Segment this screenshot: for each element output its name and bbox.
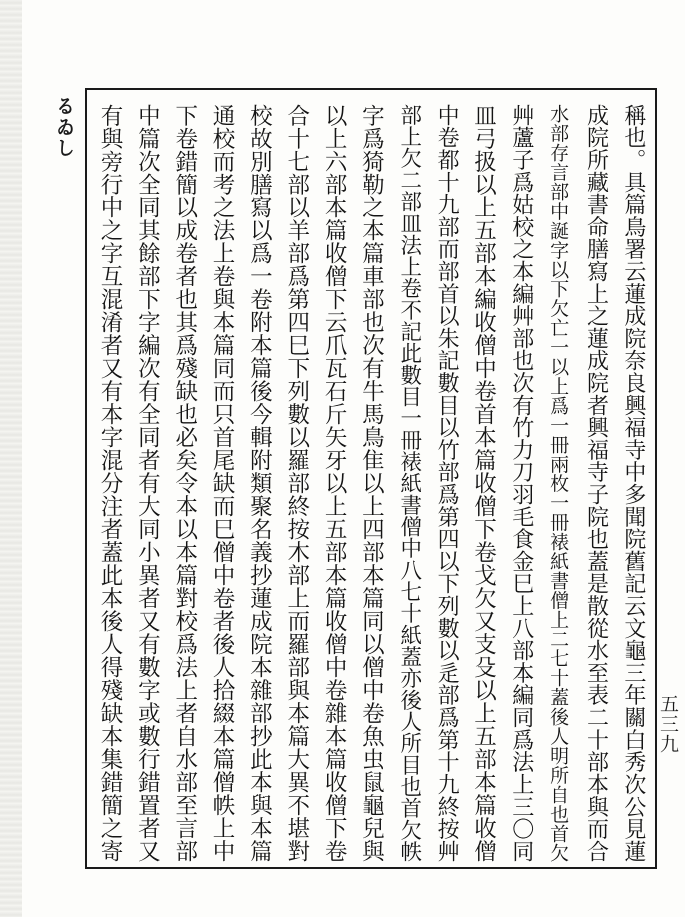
text-column: 水部存言部中誕字以下欠亡一以上爲一冊兩枚一冊裱紙書僧上二七十蓋後人明所自也首欠: [547, 104, 570, 862]
text-column: 以上六部本篇收僧下云爪瓦石斤矢牙以上五部本篇收僧中卷雜本篇收僧下卷: [321, 104, 348, 862]
page-number: 五三九: [657, 694, 679, 754]
text-column: 有與旁行中之字互混淆者又有本字混分注者蓋此本後人得殘缺本集錯簡之寄: [97, 104, 123, 862]
text-column: 稱也。具篇鳥署云蓮成院奈良興福寺中多聞院舊記云文龜三年關白秀次公見蓮: [620, 104, 646, 862]
text-column: 艸蘆子爲姑校之本編艸部也次有竹力刀羽毛食金巳上八部本編同爲法上三〇同: [508, 104, 534, 862]
text-column: 成院所藏書命膳寫上之蓮成院者興福寺子院也蓋是散從水至表二十部本與而合: [583, 104, 609, 862]
text-column: 中篇次全同其餘部下字編次有全同者有大同小異者又有數字或數行錯置者又: [134, 104, 161, 862]
margin-annotation: るゐし: [53, 96, 75, 159]
text-column: 下卷錯簡以成卷者也其爲殘缺也必矣令本以本篇對校爲法上者自水部至言部: [171, 104, 198, 862]
text-column: 皿弓扱以上五部本編收僧中卷首本篇收僧下卷戈欠又支殳以上五部本篇收僧: [470, 104, 497, 862]
vertical-text-block: [94, 104, 649, 862]
text-column: 中卷都十九部而部首以朱記數目以竹部爲第四以下列數以辵部爲第十九終按艸: [434, 104, 460, 862]
text-column: 通校而考之法上卷與本篇同而只首尾缺而巳僧中卷者後人拾綴本篇僧帙上中: [209, 104, 236, 862]
text-column: 合十七部以羊部爲第四巳下列數以羅部終按木部上而羅部與本篇大異不堪對: [283, 104, 310, 862]
text-column: 部上欠二部皿法上卷不記此數目一冊裱紙書僧中八七十紙蓋亦後人所目也首欠帙: [396, 104, 422, 862]
text-column: 校故別膳寫以爲一卷附本篇後今輯附類聚名義抄蓮成院本雜部抄此本與本篇: [246, 104, 273, 862]
scan-edge-shadow: [0, 0, 22, 917]
text-column: 字爲猗勒之本篇車部也次有牛馬鳥隹以上四部本篇同以僧中卷魚虫鼠龜兒與: [358, 104, 385, 862]
